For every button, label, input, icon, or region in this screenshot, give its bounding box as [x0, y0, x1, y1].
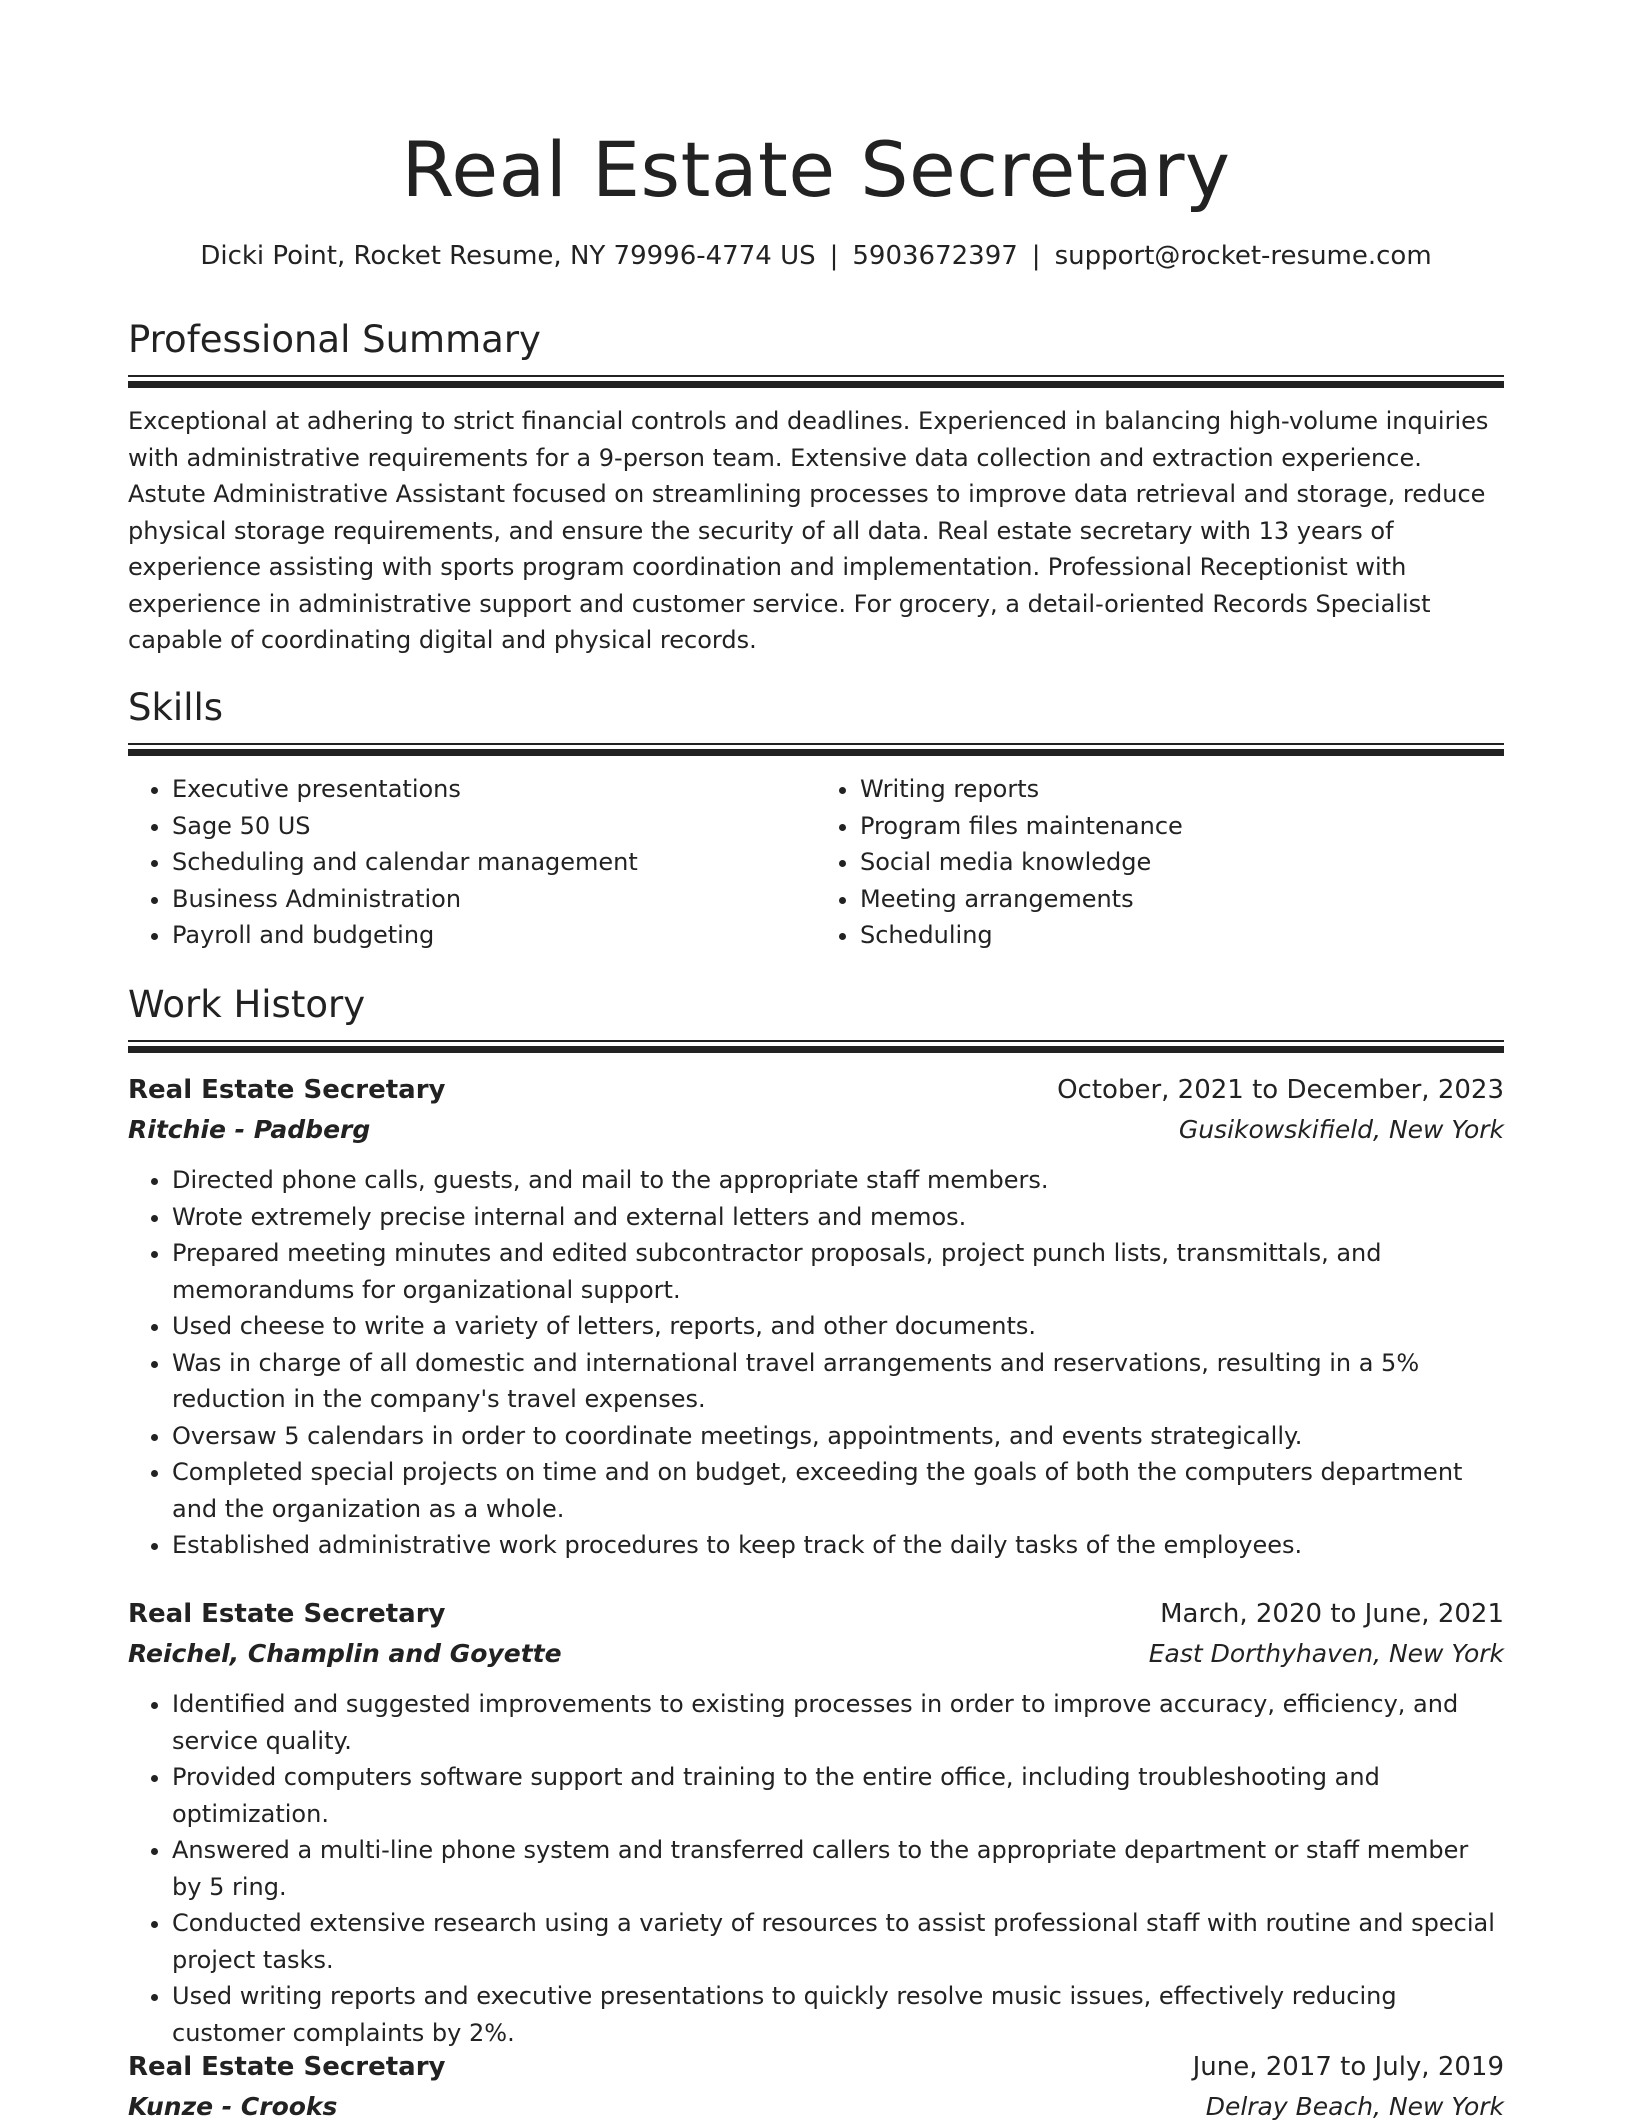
skill-item: • Payroll and budgeting [172, 917, 816, 954]
contact-line [128, 238, 1504, 274]
skills-list-left [128, 771, 816, 954]
contact-phone: 5903672397 [852, 241, 1018, 271]
job-title: Real Estate Secretary [128, 2052, 446, 2082]
job-company: Reichel, Champlin and Goyette [128, 1639, 562, 1668]
skill-item: • Writing reports [860, 771, 1504, 808]
job-company-row [128, 1110, 1504, 1150]
job-bullet: • Prepared meeting minutes and edited subcontractor proposals, project punch lists, transmittals, and memorandums for organizational support. [172, 1235, 1504, 1308]
summary-section [128, 315, 1504, 659]
job-entry [128, 2047, 1504, 2127]
job-company: Ritchie - Padberg [128, 1115, 371, 1144]
job-bullets [128, 1686, 1504, 2051]
section-divider [128, 1040, 1504, 1054]
job-bullet: • Used cheese to write a variety of letters, reports, and other documents. [172, 1308, 1504, 1345]
job-bullet: • Directed phone calls, guests, and mail to the appropriate staff members. [172, 1162, 1504, 1199]
skill-item: • Executive presentations [172, 771, 816, 808]
section-divider [128, 743, 1504, 757]
job-title: Real Estate Secretary [128, 1599, 446, 1629]
skill-item: • Business Administration [172, 881, 816, 918]
job-bullet: • Wrote extremely precise internal and external letters and memos. [172, 1199, 1504, 1236]
job-dates: March, 2020 to June, 2021 [1160, 1599, 1504, 1629]
job-title: Real Estate Secretary [128, 1075, 446, 1105]
job-header-row [128, 2047, 1504, 2087]
skills-section [128, 683, 1504, 954]
job-bullet: • Used writing reports and executive presentations to quickly resolve music issues, effectively reducing customer complaints by 2%. [172, 1978, 1504, 2051]
job-bullet: • Conducted extensive research using a variety of resources to assist professional staff with routine and special project tasks. [172, 1905, 1504, 1978]
job-bullets [128, 1162, 1504, 1564]
skill-item: • Social media knowledge [860, 844, 1504, 881]
contact-separator: | [1031, 241, 1041, 271]
skill-item: • Scheduling [860, 917, 1504, 954]
contact-address: Dicki Point, Rocket Resume, NY 79996-4774 US [200, 241, 816, 271]
job-dates: June, 2017 to July, 2019 [1192, 2052, 1504, 2082]
job-header-row [128, 1594, 1504, 1634]
job-location: Delray Beach, New York [1205, 2092, 1504, 2121]
contact-email: support@rocket-resume.com [1054, 241, 1432, 271]
work-history-section [128, 980, 1504, 1054]
job-bullet: • Established administrative work procedures to keep track of the daily tasks of the employees. [172, 1527, 1504, 1564]
job-location: East Dorthyhaven, New York [1148, 1639, 1504, 1668]
job-bullet: • Completed special projects on time and on budget, exceeding the goals of both the computers department and the organization as a whole. [172, 1454, 1504, 1527]
job-company-row [128, 1634, 1504, 1674]
contact-separator: | [829, 241, 839, 271]
job-entry [128, 1070, 1504, 1564]
job-location: Gusikowskifield, New York [1178, 1115, 1504, 1144]
job-bullet: • Provided computers software support and training to the entire office, including troubleshooting and optimization. [172, 1759, 1504, 1832]
summary-title: Professional Summary [128, 318, 541, 361]
skill-item: • Sage 50 US [172, 808, 816, 845]
section-divider [128, 375, 1504, 389]
job-header-row [128, 1070, 1504, 1110]
skill-item: • Program files maintenance [860, 808, 1504, 845]
skills-list-right [816, 771, 1504, 954]
job-bullet: • Oversaw 5 calendars in order to coordinate meetings, appointments, and events strategically. [172, 1418, 1504, 1455]
job-bullet: • Was in charge of all domestic and international travel arrangements and reservations, resulting in a 5% reduction in the company's travel expenses. [172, 1345, 1504, 1418]
job-company-row [128, 2087, 1504, 2127]
work-history-title: Work History [128, 983, 366, 1026]
job-dates: October, 2021 to December, 2023 [1057, 1075, 1504, 1105]
job-company: Kunze - Crooks [128, 2092, 338, 2121]
summary-text: Exceptional at adhering to strict financial controls and deadlines. Experienced in balancing high-volume inquiries with administrative requirements for a 9-person team. Extensive data collection and extraction experience. Astute Administrative Assistant focused on streamlining processes to improve data retrieval and storage, reduce physical storage requirements, and ensure the security of all data. Real estate secretary with 13 years of experience assisting with sports program coordination and implementation. Professional Receptionist with experience in administrative support and customer service. For grocery, a detail-oriented Records Specialist capable of coordinating digital and physical records. [128, 407, 1489, 654]
skill-item: • Scheduling and calendar management [172, 844, 816, 881]
job-entry [128, 1594, 1504, 2051]
skill-item: • Meeting arrangements [860, 881, 1504, 918]
job-bullet: • Identified and suggested improvements to existing processes in order to improve accuracy, efficiency, and service quality. [172, 1686, 1504, 1759]
resume-name: Real Estate Secretary [401, 125, 1231, 214]
skills-title: Skills [128, 686, 224, 729]
skills-columns [128, 771, 1504, 954]
job-bullet: • Answered a multi-line phone system and transferred callers to the appropriate department or staff member by 5 ring. [172, 1832, 1504, 1905]
